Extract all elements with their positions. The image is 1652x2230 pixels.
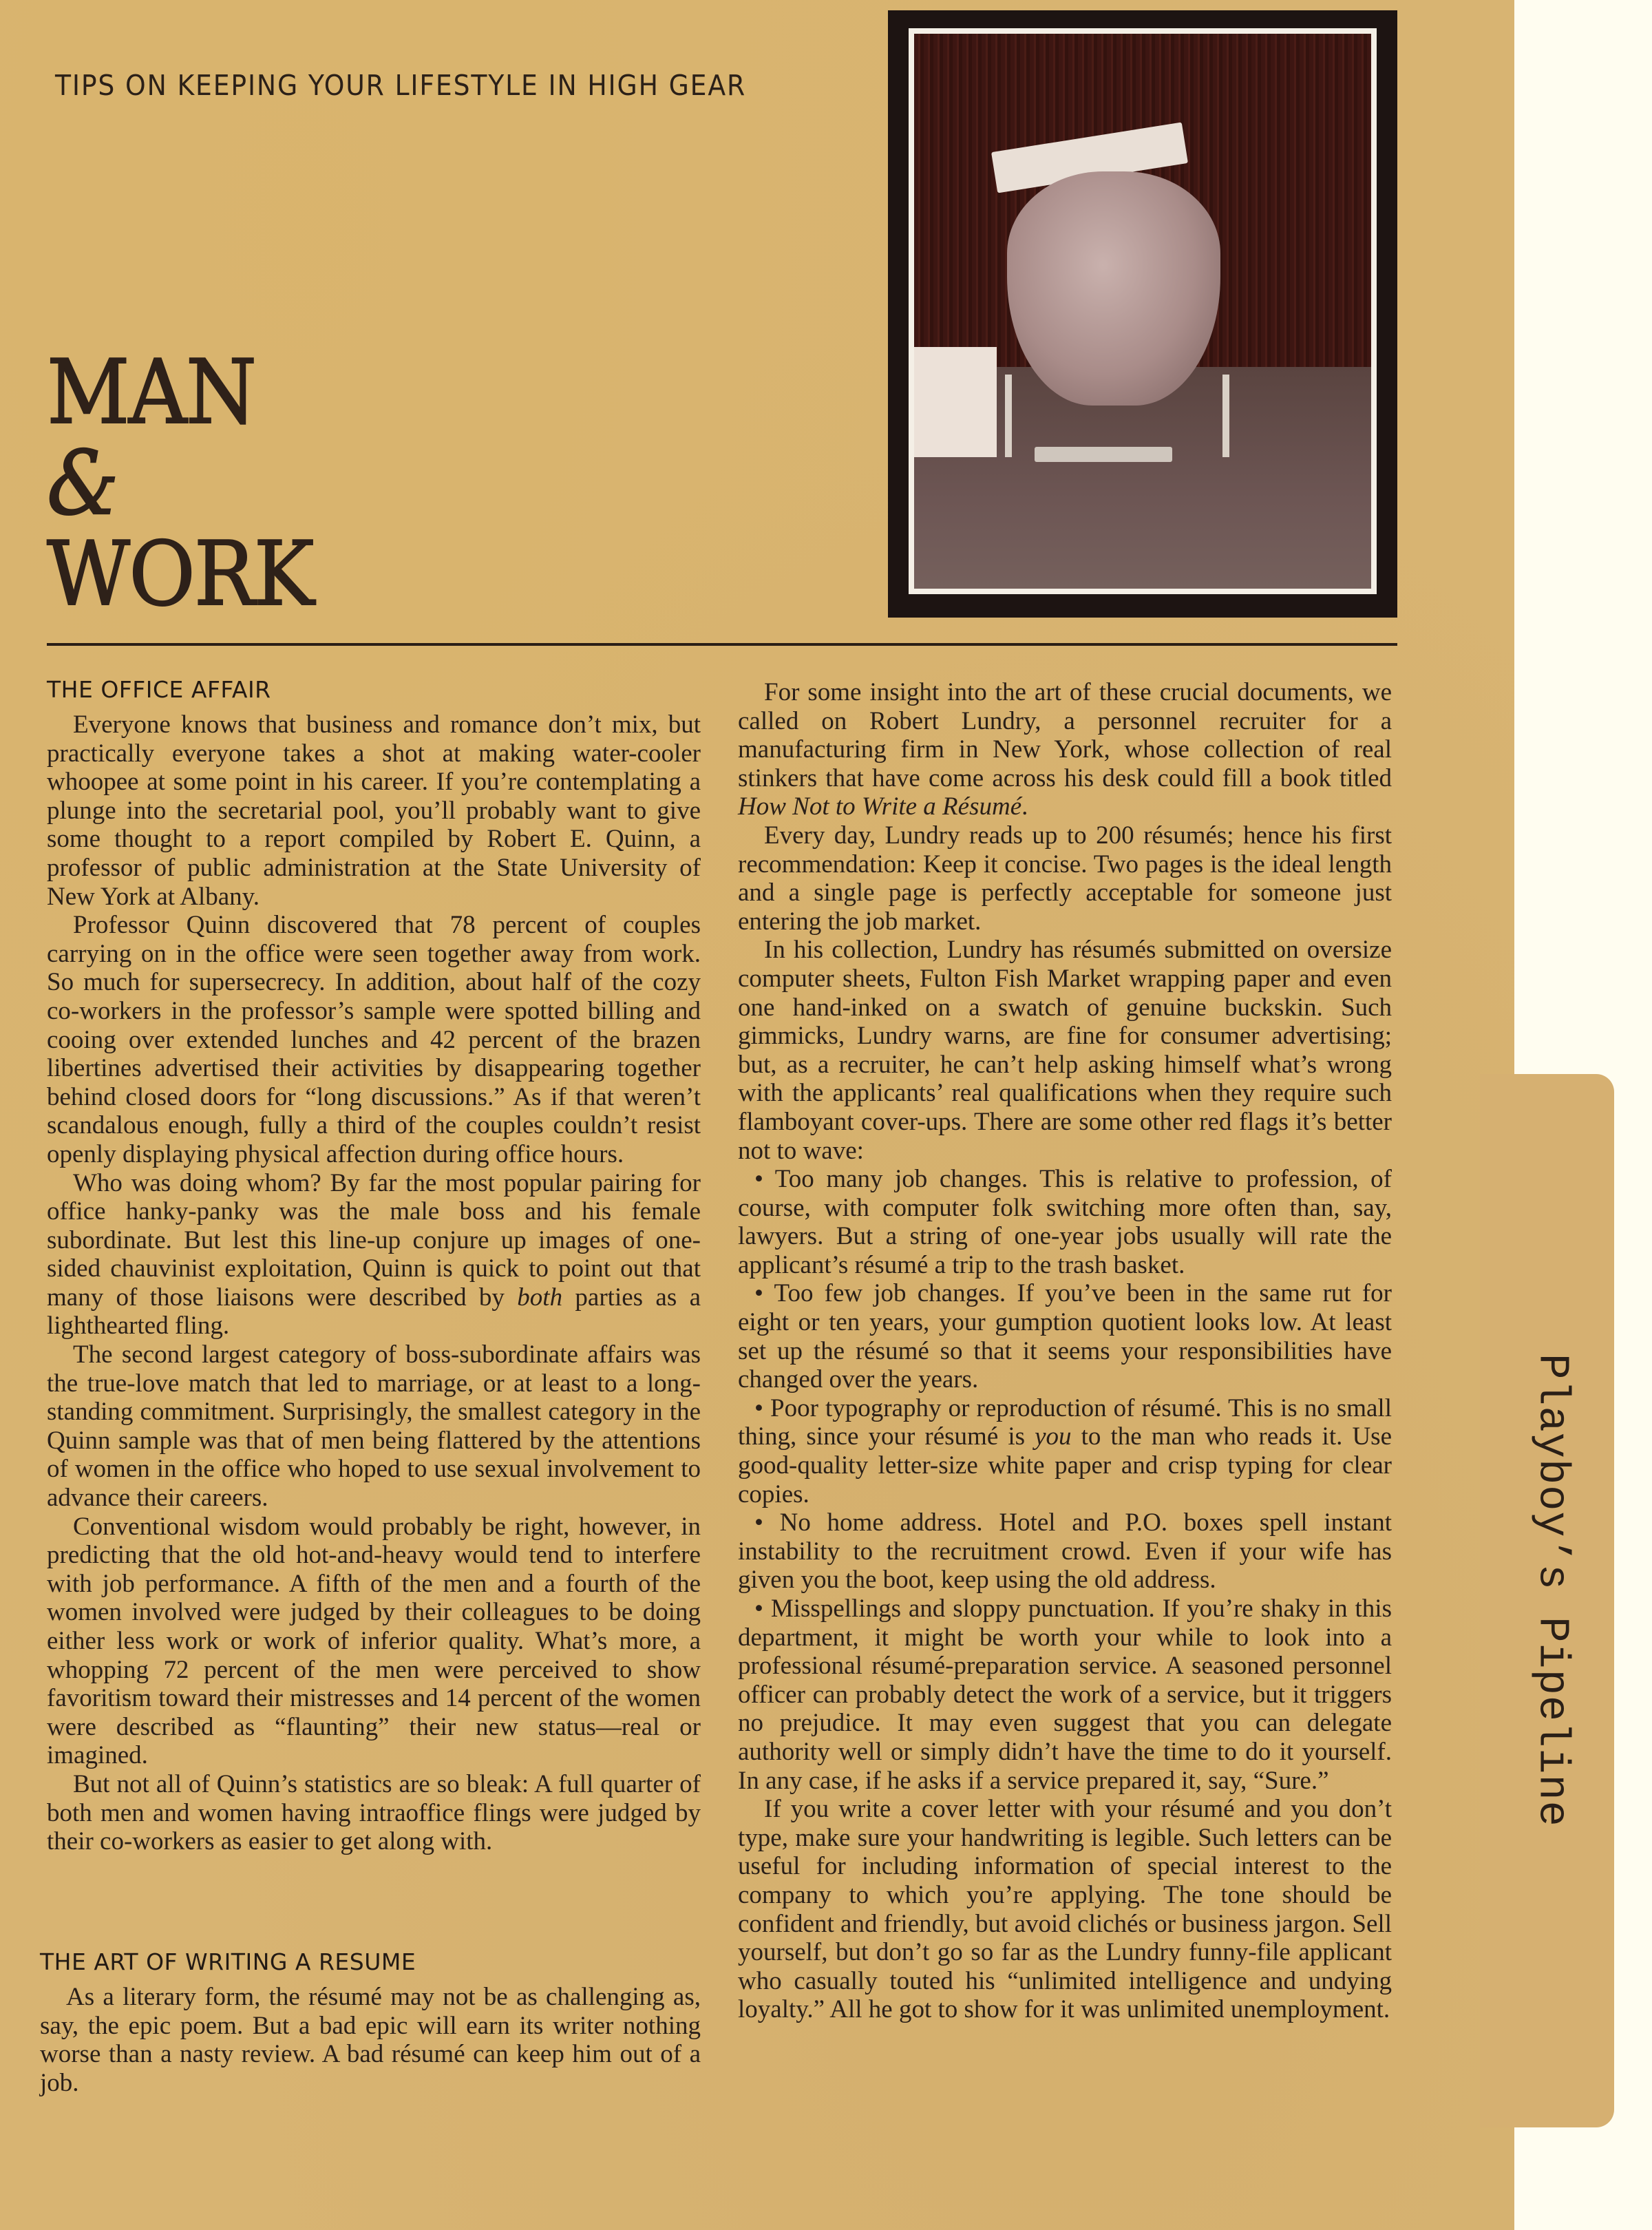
bullet-item: • No home address. Hotel and P.O. boxes spell instant instability to the recruitment crowd. Even if your wife has given you the boot, keep using the old address. <box>738 1508 1392 1595</box>
photo-handle-right <box>1222 375 1229 457</box>
book-title: How Not to Write a Résumé <box>738 792 1022 821</box>
bullet-item: • Too few job changes. If you’ve been in the same rut for eight or ten years, your gumption quotient looks low. At least set up the résumé so that it seems your responsibilities have changed over the years. <box>738 1279 1392 1394</box>
page-title <box>47 341 337 626</box>
photo-paper <box>914 347 997 457</box>
emphasis: both <box>517 1283 563 1312</box>
paragraph: As a literary form, the résumé may not be as challenging as, say, the epic poem. But a bad epic will earn its writer nothing worse than a nasty review. A bad résumé can keep him out of a job. <box>40 1983 701 2097</box>
bullet-item <box>738 1394 1392 1508</box>
column-left <box>47 675 701 1856</box>
tab-label: Playboy’s Pipeline <box>1527 1354 1577 1827</box>
text-run: Who was doing whom? By far the most popular pairing for office hanky-panky was the male boss and his female subordinate. But lest this line-up conjure up images of one-sided chauvinist exploitation, Quinn is quick to point out that many of those liaisons were described by <box>47 1168 701 1312</box>
bullet-item: • Too many job changes. This is relative to profession, of course, with computer folk switching more often than, say, lawyers. But a string of one-year jobs usually will rate the applicant’s résumé a trip to the trash basket. <box>738 1165 1392 1279</box>
photo-handle-left <box>1005 375 1012 457</box>
text-run: to the man who reads it. Use good-quality letter-size white paper and crisp typing for clear copies. <box>738 1422 1392 1508</box>
column-left-resume <box>40 1947 701 2097</box>
column-right <box>738 678 1392 2024</box>
paragraph <box>738 678 1392 821</box>
paragraph <box>47 1169 701 1341</box>
text-run: parties as a lighthearted fling. <box>47 1283 701 1340</box>
paragraph: The second largest category of boss-subordinate affairs was the true-love match that led to marriage, or at least to a long-standing commitment. Surprisingly, the smallest category in the Quinn sample was that of men being flattered by the attentions of women in the office who hoped to use sexual involvement to advance their careers. <box>47 1340 701 1513</box>
title-line-man: MAN <box>47 341 256 444</box>
paragraph: If you write a cover letter with your résumé and you don’t type, make sure your handwriting is legible. Such letters can be useful for including information of special interest to the company to which you’re applying. The tone should be confident and friendly, but avoid clichés or business jargon. Sell yourself, but don’t go so far as the Lundry funny-file applicant who casually touted his “unlimited intelligence and undying loyalty.” All he got to show for it was unlimited unemployment. <box>738 1795 1392 2024</box>
paragraph: Professor Quinn discovered that 78 percent of couples carrying on in the office were seen together away from work. So much for supersecrecy. In addition, about half of the cozy co-workers in the professor’s sample were spotted billing and cooing over extended lunches and 42 percent of the brazen libertines advertised their activities by disappearing together behind closed doors for “long discussions.” As if that weren’t scandalous enough, fully a third of the couples couldn’t resist openly displaying physical affection during office hours. <box>47 911 701 1168</box>
paragraph: In his collection, Lundry has résumés submitted on oversize computer sheets, Fulton Fish Market wrapping paper and even one hand-inked on a swatch of genuine buckskin. Such gimmicks, Lundry warns, are fine for consumer advertising; but, as a recruiter, he can’t help asking himself what’s wrong with the applicants’ real qualifications when they require such flamboyant cover-ups. There are some other red flags it’s better not to wave: <box>738 936 1392 1165</box>
paragraph: But not all of Quinn’s statistics are so bleak: A full quarter of both men and women having intraoffice flings were judged by their co-workers as easier to get along with. <box>47 1769 701 1856</box>
photo-frame <box>888 10 1397 618</box>
text-run: • Poor typography or reproduction of résumé. This is no small thing, since your résumé is <box>738 1393 1392 1451</box>
heading-resume: THE ART OF WRITING A RESUME <box>40 1948 416 1975</box>
header-rule <box>47 643 1397 646</box>
photo-fist <box>1007 171 1220 406</box>
paragraph: Conventional wisdom would probably be right, however, in predicting that the old hot-and-heavy would tend to interfere with job performance. A fifth of the men and a fourth of the women involved were judged by their colleagues to be doing either less work or work of inferior quality. What’s more, a whopping 72 percent of the men were perceived to show favoritism toward their mistresses and 14 percent of the women were described as “flaunting” their new status—real or imagined. <box>47 1512 701 1770</box>
title-ampersand: & <box>47 432 118 535</box>
photo-hand-briefcase <box>909 28 1377 594</box>
heading-office-affair: THE OFFICE AFFAIR <box>47 676 271 703</box>
text-run: For some insight into the art of these crucial documents, we called on Robert Lundry, a personnel recruiter for a manufacturing firm in New York, whose collection of real stinkers that have come across his desk could fill a book titled <box>738 678 1392 792</box>
photo-clasp <box>1035 447 1172 462</box>
emphasis: you <box>1035 1422 1072 1451</box>
section-tagline: TIPS ON KEEPING YOUR LIFESTYLE IN HIGH GEAR <box>55 69 747 102</box>
title-line-work: WORK <box>47 523 313 626</box>
bullet-item: • Misspellings and sloppy punctuation. If you’re shaky in this department, it might be worth your while to look into a professional résumé-preparation service. A seasoned personnel officer can probably detect the work of a service, but it triggers no prejudice. It may even suggest that you can delegate authority well or simply didn’t have the time to do it yourself. In any case, if he asks if a service prepared it, say, “Sure.” <box>738 1595 1392 1795</box>
paragraph: Every day, Lundry reads up to 200 résumés; hence his first recommendation: Keep it concise. Two pages is the ideal length and a single page is perfectly acceptable for someone just entering the job market. <box>738 821 1392 936</box>
text-run: . <box>1021 792 1028 821</box>
paragraph: Everyone knows that business and romance don’t mix, but practically everyone takes a shot at making water-cooler whoopee at some point in his career. If you’re contemplating a plunge into the secretarial pool, you’ll probably want to give some thought to a report compiled by Robert E. Quinn, a professor of public administration at the State University of New York at Albany. <box>47 711 701 911</box>
